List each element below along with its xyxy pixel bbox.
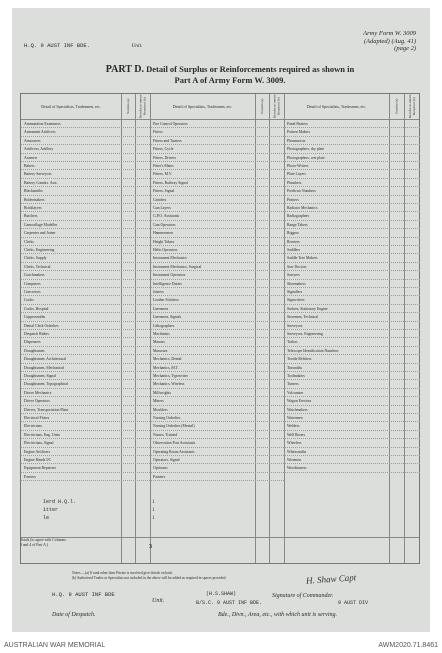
table-row: Saddle Tree Makers <box>284 254 420 262</box>
table-row: Linesmen <box>150 305 284 313</box>
table-row: Battery Surveyors <box>21 170 150 178</box>
table-row: Clerks, Engineering <box>21 246 150 254</box>
table-row: Plate Layers <box>284 170 420 178</box>
table-row: Surveyors, Engineering <box>284 330 420 338</box>
table-row: Dental Clerk Orderlies <box>21 322 150 330</box>
remark-qty: 1 <box>152 500 155 505</box>
table-row: Toolmakers <box>284 372 420 380</box>
table-row: Camouflage Modeller <box>21 221 150 229</box>
remark-entry: itter <box>43 507 59 513</box>
table-row: G.P.O. Assistants <box>150 212 284 220</box>
table-row: Intelligence Duties <box>150 280 284 288</box>
table-row: Riveters <box>284 238 420 246</box>
form-ref-line: (page 2) <box>394 45 416 52</box>
table-row: Draughtsmen, Topographical <box>21 380 150 388</box>
table-row: Fitters, Drivers <box>150 154 284 162</box>
table-row: Concretors <box>21 288 150 296</box>
form-ref-line: (Adapted) (Aug. 41) <box>363 37 416 45</box>
table-row: Storemen, Technical <box>284 313 420 321</box>
table-row: Tinsmiths <box>284 364 420 372</box>
table-row: Wagon Erectors <box>284 397 420 405</box>
table-row: Butchers <box>21 212 150 220</box>
table-row: Surveyors <box>284 322 420 330</box>
table-row: Signallers <box>284 288 420 296</box>
table-row: Photographers, dry plate <box>284 145 420 153</box>
table-row: Boilermakers <box>21 196 150 204</box>
form-sheet <box>12 8 430 632</box>
totals-line: 3 and 4 of Part A.) <box>20 543 49 547</box>
table-row: Fitters, Cycle <box>150 145 284 153</box>
table-row: Dispensers <box>21 338 150 346</box>
table-row: Welders <box>284 422 420 430</box>
table-row: Draughtsmen, Architectural <box>21 355 150 363</box>
table-row: Photographers, wet plate <box>284 154 420 162</box>
totals-label <box>20 538 66 548</box>
table-row: Machinists <box>150 330 284 338</box>
table-row: Drivers, Transportation Plant <box>21 406 150 414</box>
table-row: Predictor Numbers <box>284 187 420 195</box>
credit-bar <box>0 640 442 653</box>
form-ref-line: Army Form W. 3009 <box>363 30 416 37</box>
table-row: Saw Doctors <box>284 263 420 271</box>
table-row: Watchmakers <box>284 406 420 414</box>
table-row: Millwrights <box>150 389 284 397</box>
table-row: Observation Post Assistants <box>150 439 284 447</box>
table-row: Plumbers <box>284 179 420 187</box>
table-row: Instrument Operators <box>150 271 284 279</box>
table-row: Gun Layers <box>150 204 284 212</box>
table-row: Radiator Mechanics <box>284 204 420 212</box>
notes <box>72 571 226 581</box>
table-row: Armourers <box>21 137 150 145</box>
table-row: Nursing Orderlies (Mental) <box>150 422 284 430</box>
table-row: Leather Stitchers <box>150 296 284 304</box>
table-row: Fitters, Railway Signal <box>150 179 284 187</box>
table-row: Farriers <box>21 473 150 481</box>
unit-field <box>24 42 142 49</box>
totals-rule <box>21 537 419 538</box>
table-row: Fire Control Operators <box>150 120 284 128</box>
table-row: Armament Artificers <box>21 128 150 136</box>
table-row: Instrument Mechanics <box>150 254 284 262</box>
division-stamp: 9 AUST DIV <box>338 600 369 606</box>
table-row: Blacksmiths <box>21 187 150 195</box>
table-row: Mechanics, M.T. <box>150 364 284 372</box>
table-row: Fitters and Turners <box>150 137 284 145</box>
remark-qty: 1 <box>152 516 155 521</box>
credit-right: AWM2020.71.8461 <box>378 642 438 649</box>
table-row: Signwriters <box>284 296 420 304</box>
table-row: Nursing Orderlies <box>150 414 284 422</box>
header-reinf-2: Reinforce-ments Required (b) <box>272 94 281 119</box>
table-row: Riggers <box>284 229 420 237</box>
table-row: Height Takers <box>150 238 284 246</box>
table-row: Nurses, Trained <box>150 431 284 439</box>
table-row: Tailors <box>284 338 420 346</box>
bottom-unit-value: H.Q. 9 AUST INF BDE <box>52 591 115 598</box>
table-row: Operators, Signal <box>150 456 284 464</box>
table-row: Printers <box>284 196 420 204</box>
table-row: Coachmakers <box>21 271 150 279</box>
table-row: Shoemakers <box>284 280 420 288</box>
table-row: Vulcanizer <box>284 389 420 397</box>
table-row: Masons <box>150 338 284 346</box>
table-row: Operating Room Assistants <box>150 448 284 456</box>
table-row: Engine Hands I/C <box>21 456 150 464</box>
table-row: Despatch Riders <box>21 330 150 338</box>
header-spec-2: Detail of Specialists, Tradesmen, etc. <box>172 104 233 109</box>
table-row: Fitters <box>150 128 284 136</box>
table-row: Radiographers <box>284 212 420 220</box>
header-surplus-2: Surplus (a) <box>260 98 264 115</box>
unit-value: H.Q. 9 AUST INF BDE. <box>24 42 91 49</box>
table-row: Cooks, Hospital <box>21 305 150 313</box>
table-row: Sawyers <box>284 271 420 279</box>
totals-line: Totals (to agree with Columns <box>20 538 66 542</box>
table-row: Axemen <box>21 154 150 162</box>
table-row: Lithographers <box>150 322 284 330</box>
table-row: Clerks, Technical <box>21 263 150 271</box>
table-row: Turners <box>284 380 420 388</box>
table-row: Helio Operators <box>150 246 284 254</box>
header-surplus-3: Surplus (a) <box>394 98 399 115</box>
table-row: Driver Operators <box>21 397 150 405</box>
credit-left: AUSTRALIAN WAR MEMORIAL <box>4 642 106 649</box>
table-row: Pharmacists <box>284 137 420 145</box>
table-row: Coppersmiths <box>21 313 150 321</box>
table-row: Electricians, Signal <box>21 439 150 447</box>
table-row: Fitter's Mates <box>150 162 284 170</box>
table-row: Electricians <box>21 422 150 430</box>
table-row: Instrument Mechanics, Surgical <box>150 263 284 271</box>
table-row: Masseurs <box>150 347 284 355</box>
table-row: Draughtsmen, Signal <box>21 372 150 380</box>
header-reinf-3: Reinforce-ments Required (b) <box>408 94 416 119</box>
table-row: Mechanics, Wireless <box>150 380 284 388</box>
date-of-despatch-label: Date of Despatch. <box>52 612 96 618</box>
table-row: Moulders <box>150 406 284 414</box>
signature-name: (H.S.SHAW) <box>206 591 237 597</box>
table-row: Well Borers <box>284 431 420 439</box>
bottom-unit-label: Unit. <box>152 598 165 604</box>
bde-label: Bde., Divn., Area, etc., with which unit is serving. <box>218 612 337 618</box>
table-row: Wiremen <box>284 456 420 464</box>
table-row: Cooks <box>21 296 150 304</box>
remark-qty: 1 <box>152 508 155 513</box>
table-row: Fitters, Signal <box>150 187 284 195</box>
table-row: Clerks, Supply <box>21 254 150 262</box>
hq-stamp: B/S.C. 9 AUST INF BDE. <box>196 600 263 606</box>
table-row: Gun Operators <box>150 221 284 229</box>
signature-label: Signature of Commander. <box>272 593 334 599</box>
total-reinforcements: 3 <box>149 544 152 550</box>
table-row: Electricians, Eng. Units <box>21 431 150 439</box>
table-row: Photo-Writers <box>284 162 420 170</box>
title-line-2: Part A of Army Form W. 3009. <box>174 75 286 85</box>
table-row: Ammunition Examiners <box>21 120 150 128</box>
table-row: Bricklayers <box>21 204 150 212</box>
specialists-table <box>20 93 420 564</box>
table-row: Textile Refitters <box>284 355 420 363</box>
table-row: Fitters, M.V. <box>150 170 284 178</box>
table-row: Stokers, Stationary Engine <box>284 305 420 313</box>
table-row: Electrical Fitters <box>21 414 150 422</box>
table-row: Painters <box>150 473 284 481</box>
table-row: Engine Artificers <box>21 448 150 456</box>
table-row: Artificers, Artillery <box>21 145 150 153</box>
table-row: Wheelers <box>284 439 420 447</box>
table-row: Draughtsmen, Mechanical <box>21 364 150 372</box>
table-row: Equipment Repairers <box>21 464 150 472</box>
table-row: Carpenter and Joiner <box>21 229 150 237</box>
table-row: Miners <box>150 397 284 405</box>
table-row: Range Takers <box>284 221 420 229</box>
header-spec-3: Detail of Specialists, Tradesmen, etc. <box>306 104 367 109</box>
table-row: Saddlers <box>284 246 420 254</box>
table-row: Mechanics, Typewriter <box>150 372 284 380</box>
table-row: Watermen <box>284 414 420 422</box>
table-row: Whitesmiths <box>284 448 420 456</box>
table-row: Clerks <box>21 238 150 246</box>
handwritten-signature: H. Shaw Capt <box>305 572 357 586</box>
title-line-1: Detail of Surplus or Reinforcements required as shown in <box>146 64 355 74</box>
header-spec-1: Detail of Specialists, Tradesmen, etc. <box>41 104 101 109</box>
form-reference <box>363 30 416 53</box>
form-title <box>70 64 390 85</box>
table-row: Opticians <box>150 464 284 472</box>
table-row: Hammermen <box>150 229 284 237</box>
note-line: (b) Authorised Trades or Specialists not included in the above will be added as required in spaces provided. <box>72 576 227 580</box>
table-row: Pattern Makers <box>284 128 420 136</box>
table-row: Linesmen, Signals <box>150 313 284 321</box>
table-row: Grinders <box>150 196 284 204</box>
table-row: Battery Comdrs. Asst. <box>21 179 150 187</box>
table-row: Joiners <box>150 288 284 296</box>
table-row: Draughtsmen <box>21 347 150 355</box>
table-row: Telescope Identification Numbers <box>284 347 420 355</box>
remark-entry: Ierd H.Q.l. <box>43 499 77 505</box>
remark-entry: le <box>43 515 50 521</box>
table-row: Driver Mechanics <box>21 389 150 397</box>
table-row: Mechanics, Dental <box>150 355 284 363</box>
table-row: Computers <box>21 280 150 288</box>
table-row: Panel Beaters <box>284 120 420 128</box>
header-surplus-1: Surplus (a) <box>126 98 130 115</box>
table-row: Woodturners <box>284 464 420 472</box>
note-line: Notes.—(a) If rank other than Private is involved give details on back. <box>72 571 174 575</box>
part-label: PART D. <box>105 64 144 75</box>
table-row: Bakers <box>21 162 150 170</box>
unit-label: Unit. <box>131 43 143 49</box>
header-reinf-1: Reinforce-ments Required (b) <box>138 94 147 119</box>
